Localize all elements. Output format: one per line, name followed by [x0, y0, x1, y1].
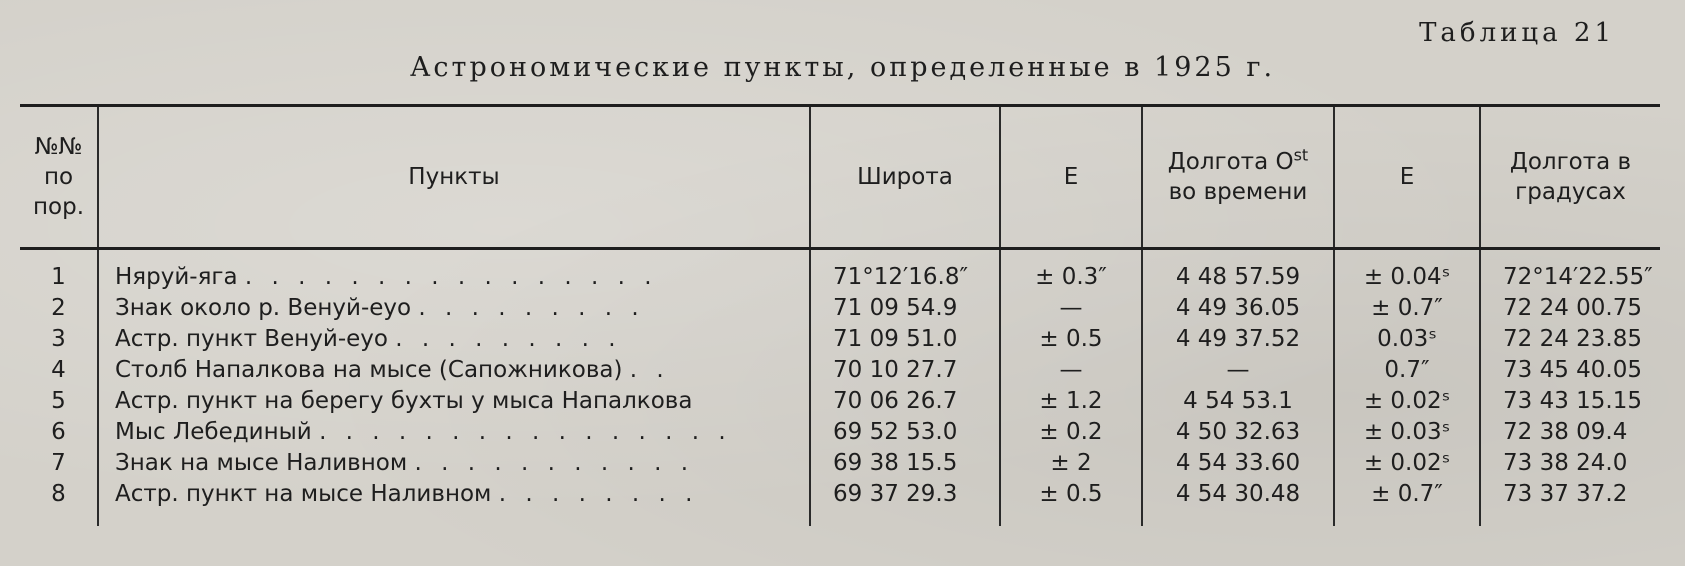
row-latitude: 69 52 53.0: [810, 417, 1000, 448]
row-longitude-time: 4 54 30.48: [1142, 479, 1334, 526]
row-leader-dots: . . . . . . . .: [498, 481, 699, 507]
row-e1: ± 0.3″: [1000, 249, 1142, 294]
header-longitude-time-line2: во времени: [1168, 179, 1308, 205]
row-name-text: Астр. пункт на мысе Наливном: [115, 481, 492, 507]
row-latitude: 70 06 26.7: [810, 386, 1000, 417]
row-latitude: 71°12′16.8″: [810, 249, 1000, 294]
row-num: 6: [51, 419, 66, 445]
row-name: [98, 355, 810, 386]
header-longitude-time-line1: Долгота O: [1167, 149, 1294, 175]
table-number-label: Таблица 21: [1419, 18, 1615, 48]
header-row: [20, 106, 1660, 249]
row-name-text: Знак около р. Венуй-еуо: [115, 295, 412, 321]
row-num: 4: [51, 357, 66, 383]
table-row: [20, 417, 1660, 448]
row-e1: —: [1000, 355, 1142, 386]
row-name-text: Няруй-яга: [115, 264, 238, 290]
row-e1: ± 0.5: [1000, 479, 1142, 526]
row-name-text: Мыс Лебединый: [115, 419, 312, 445]
row-latitude: 71 09 51.0: [810, 324, 1000, 355]
row-e2: ± 0.02ˢ: [1334, 386, 1480, 417]
table-row: [20, 324, 1660, 355]
row-num: 3: [51, 326, 66, 352]
table-row: [20, 249, 1660, 294]
row-longitude-time: 4 49 37.52: [1142, 324, 1334, 355]
row-longitude-time: 4 48 57.59: [1142, 249, 1334, 294]
row-longitude-time: —: [1142, 355, 1334, 386]
row-latitude: 69 38 15.5: [810, 448, 1000, 479]
row-leader-dots: . . . . . . . . . . . . . . . .: [244, 264, 658, 290]
row-longitude-time: 4 50 32.63: [1142, 417, 1334, 448]
table-title: Астрономические пункты, определенные в 1925 г.: [409, 52, 1276, 83]
row-name: [98, 417, 810, 448]
row-longitude-deg: 73 45 40.05: [1480, 355, 1660, 386]
row-name: [98, 324, 810, 355]
row-longitude-time: 4 49 36.05: [1142, 293, 1334, 324]
row-e2: ± 0.03ˢ: [1334, 417, 1480, 448]
row-e1: ± 0.2: [1000, 417, 1142, 448]
row-name-text: Знак на мысе Наливном: [115, 450, 408, 476]
row-name: [98, 448, 810, 479]
row-num: 8: [51, 481, 66, 507]
row-leader-dots: . .: [629, 357, 670, 383]
row-e1: —: [1000, 293, 1142, 324]
row-leader-dots: . . . . . . . . . . .: [414, 450, 695, 476]
row-e2: ± 0.7″: [1334, 479, 1480, 526]
row-leader-dots: . . . . . . . . .: [395, 326, 622, 352]
row-name: [98, 249, 810, 294]
table-row: [20, 386, 1660, 417]
header-longitude-time-sup: st: [1293, 145, 1309, 165]
row-e2: ± 0.7″: [1334, 293, 1480, 324]
row-longitude-deg: 73 43 15.15: [1480, 386, 1660, 417]
row-num: 7: [51, 450, 66, 476]
row-latitude: 71 09 54.9: [810, 293, 1000, 324]
row-e2: 0.7″: [1334, 355, 1480, 386]
table-row: [20, 448, 1660, 479]
astronomical-points-table: [20, 104, 1660, 526]
header-name: Пункты: [98, 106, 810, 249]
table-row: [20, 355, 1660, 386]
row-latitude: 70 10 27.7: [810, 355, 1000, 386]
header-longitude-time: [1142, 106, 1334, 249]
row-num: 1: [51, 264, 66, 290]
row-name-text: Астр. пункт Венуй-еуо: [115, 326, 388, 352]
row-longitude-deg: 72°14′22.55″: [1480, 249, 1660, 294]
row-longitude-deg: 72 24 00.75: [1480, 293, 1660, 324]
row-e1: ± 0.5: [1000, 324, 1142, 355]
row-longitude-time: 4 54 53.1: [1142, 386, 1334, 417]
table-row: [20, 479, 1660, 526]
row-longitude-deg: 72 38 09.4: [1480, 417, 1660, 448]
header-num: №№ по пор.: [20, 106, 98, 249]
header-e1: Е: [1000, 106, 1142, 249]
row-e2: ± 0.04ˢ: [1334, 249, 1480, 294]
row-e1: ± 2: [1000, 448, 1142, 479]
row-e2: ± 0.02ˢ: [1334, 448, 1480, 479]
row-name: [98, 293, 810, 324]
row-longitude-time: 4 54 33.60: [1142, 448, 1334, 479]
row-name: [98, 386, 810, 417]
row-name-text: Астр. пункт на берегу бухты у мыса Напалкова: [115, 388, 693, 414]
row-longitude-deg: 73 38 24.0: [1480, 448, 1660, 479]
row-name-text: Столб Напалкова на мысе (Сапожникова): [115, 357, 623, 383]
header-e2: Е: [1334, 106, 1480, 249]
table-row: [20, 293, 1660, 324]
row-longitude-deg: 72 24 23.85: [1480, 324, 1660, 355]
row-e2: 0.03ˢ: [1334, 324, 1480, 355]
row-longitude-deg: 73 37 37.2: [1480, 479, 1660, 526]
row-num: 5: [51, 388, 66, 414]
row-leader-dots: . . . . . . . . .: [418, 295, 645, 321]
row-leader-dots: . . . . . . . . . . . . . . . .: [319, 419, 732, 445]
row-latitude: 69 37 29.3: [810, 479, 1000, 526]
row-name: [98, 479, 810, 526]
row-e1: ± 1.2: [1000, 386, 1142, 417]
header-longitude-deg: Долгота в градусах: [1480, 106, 1660, 249]
header-latitude: Широта: [810, 106, 1000, 249]
row-num: 2: [51, 295, 66, 321]
